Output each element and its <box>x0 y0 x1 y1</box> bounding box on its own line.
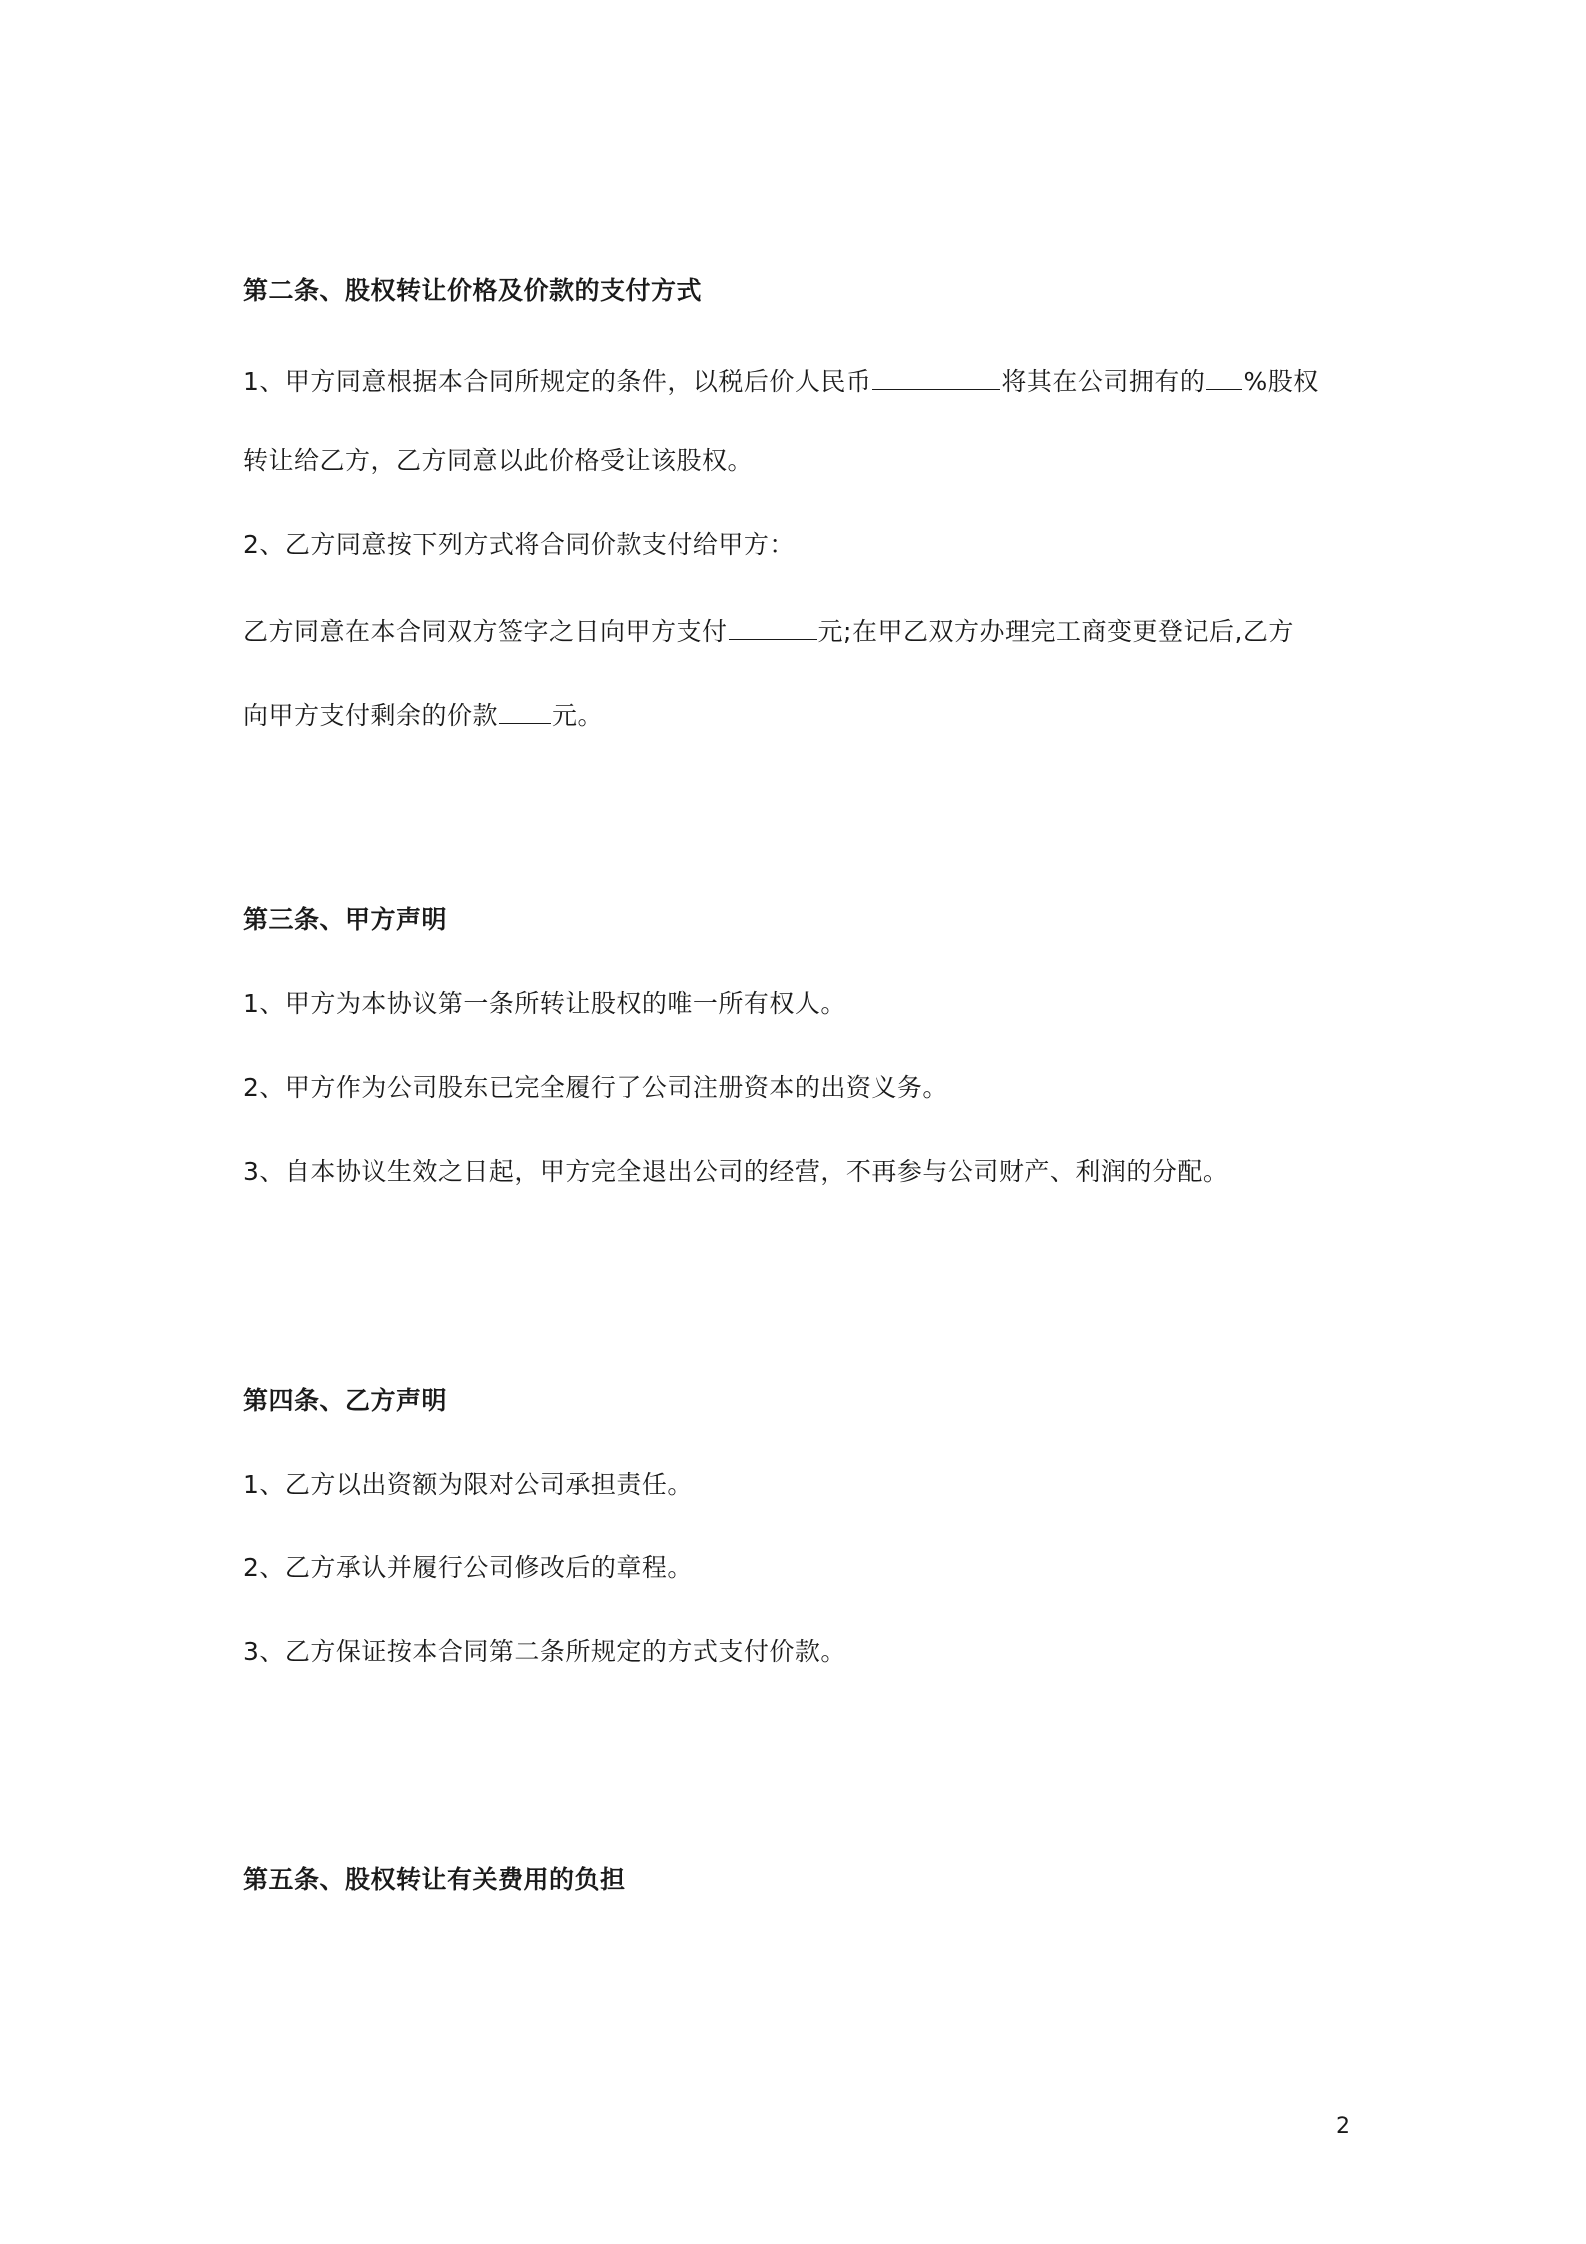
section4-heading: 第四条、乙方声明 <box>243 1386 448 1415</box>
first-payment-blank[interactable] <box>729 613 817 640</box>
section3-item-3: 3、自本协议生效之日起，甲方完全退出公司的经营，不再参与公司财产、利润的分配。 <box>243 1157 1229 1186</box>
section2-p1-text-c: %股权 <box>1243 367 1319 396</box>
percentage-blank[interactable] <box>1206 363 1242 390</box>
section2-paragraph1-line2: 转让给乙方，乙方同意以此价格受让该股权。 <box>243 446 754 475</box>
section4-item-2: 2、乙方承认并履行公司修改后的章程。 <box>243 1553 693 1582</box>
section3-item-2: 2、甲方作为公司股东已完全履行了公司注册资本的出资义务。 <box>243 1073 948 1102</box>
section2-p1-text-b: 将其在公司拥有的 <box>1001 367 1206 396</box>
section4-item-3: 3、乙方保证按本合同第二条所规定的方式支付价款。 <box>243 1637 846 1666</box>
section2-p1-text-a: 1、甲方同意根据本合同所规定的条件，以税后价人民币 <box>243 367 872 396</box>
section2-p3-text-b: 元;在甲乙双方办理完工商变更登记后,乙方 <box>817 617 1294 646</box>
section2-paragraph2: 2、乙方同意按下列方式将合同价款支付给甲方： <box>243 530 795 559</box>
section2-paragraph3-line1 <box>243 613 1294 649</box>
section2-paragraph3-line2 <box>243 697 603 733</box>
section5-heading: 第五条、股权转让有关费用的负担 <box>243 1865 626 1894</box>
page-number: 2 <box>1336 2114 1350 2139</box>
section2-heading: 第二条、股权转让价格及价款的支付方式 <box>243 276 703 305</box>
section3-heading: 第三条、甲方声明 <box>243 905 448 934</box>
section2-p3-text-a: 乙方同意在本合同双方签字之日向甲方支付 <box>243 617 728 646</box>
section2-paragraph1-line1 <box>243 363 1319 399</box>
remaining-payment-blank[interactable] <box>499 697 551 724</box>
section2-p3-text-c: 向甲方支付剩余的价款 <box>243 701 499 730</box>
section3-item-1: 1、甲方为本协议第一条所转让股权的唯一所有权人。 <box>243 989 846 1018</box>
section2-p3-text-d: 元。 <box>552 701 604 730</box>
price-blank[interactable] <box>872 363 1000 390</box>
section4-item-1: 1、乙方以出资额为限对公司承担责任。 <box>243 1470 693 1499</box>
